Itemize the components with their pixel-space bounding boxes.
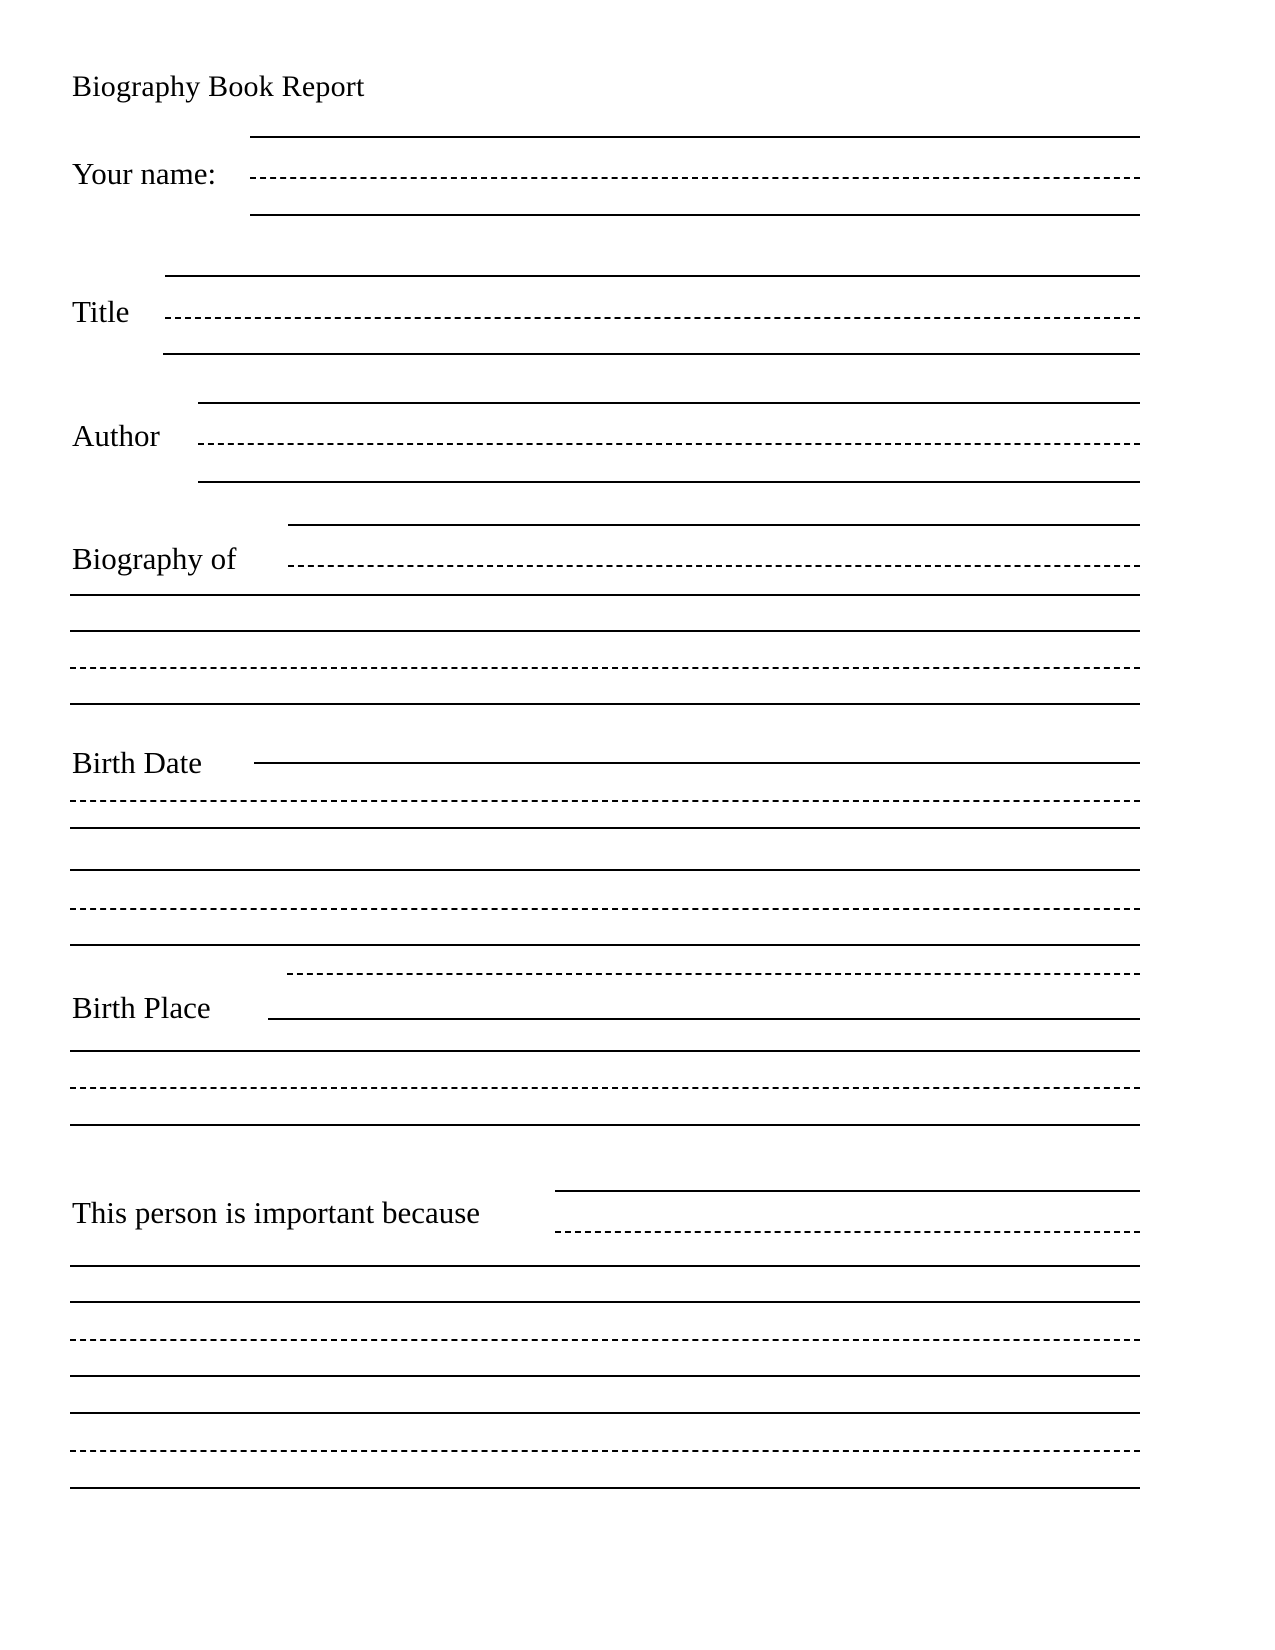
writing-line-bottom	[163, 353, 1140, 355]
writing-line-bottom	[70, 1375, 1140, 1377]
writing-line-mid-dashed[interactable]	[288, 565, 1140, 567]
writing-line-top	[288, 524, 1140, 526]
writing-line-mid-dashed[interactable]	[70, 1087, 1140, 1089]
writing-line-bottom	[70, 944, 1140, 946]
writing-line-top	[70, 630, 1140, 632]
writing-line-mid-dashed[interactable]	[165, 317, 1140, 319]
writing-line-bottom	[70, 703, 1140, 705]
writing-line-top	[198, 402, 1140, 404]
writing-line-top-dashed[interactable]	[287, 973, 1140, 975]
writing-line-mid-dashed[interactable]	[198, 443, 1140, 445]
writing-line-bottom	[70, 594, 1140, 596]
field-label-your-name: Your name:	[72, 156, 217, 191]
writing-line-bottom	[70, 1265, 1140, 1267]
field-label-biography-of: Biography of	[72, 541, 237, 576]
writing-line-top	[254, 762, 1140, 764]
writing-line-bottom	[70, 1124, 1140, 1126]
writing-line-mid-dashed[interactable]	[70, 1450, 1140, 1452]
writing-line-top	[70, 1301, 1140, 1303]
page-title: Biography Book Report	[72, 70, 365, 103]
writing-line-top	[70, 1412, 1140, 1414]
field-label-author: Author	[72, 418, 160, 453]
field-label-important-because: This person is important because	[72, 1195, 481, 1230]
writing-line-top	[555, 1190, 1140, 1192]
writing-line-mid-dashed[interactable]	[70, 800, 1140, 802]
writing-line-top	[250, 136, 1140, 138]
writing-line-mid	[268, 1018, 1140, 1020]
field-label-birth-date: Birth Date	[72, 745, 202, 780]
field-label-title: Title	[72, 294, 130, 329]
writing-line-mid-dashed[interactable]	[70, 1339, 1140, 1341]
writing-line-bottom	[70, 1487, 1140, 1489]
writing-line-bottom	[250, 214, 1140, 216]
field-label-birth-place: Birth Place	[72, 990, 211, 1025]
writing-line-mid-dashed[interactable]	[555, 1231, 1140, 1233]
writing-line-mid-dashed[interactable]	[70, 667, 1140, 669]
writing-line-top	[165, 275, 1140, 277]
writing-line-bottom	[198, 481, 1140, 483]
writing-line-mid-dashed[interactable]	[70, 908, 1140, 910]
writing-line-bottom	[70, 827, 1140, 829]
writing-line-mid-dashed[interactable]	[250, 177, 1140, 179]
writing-line-bottom	[70, 1050, 1140, 1052]
writing-line-top	[70, 869, 1140, 871]
